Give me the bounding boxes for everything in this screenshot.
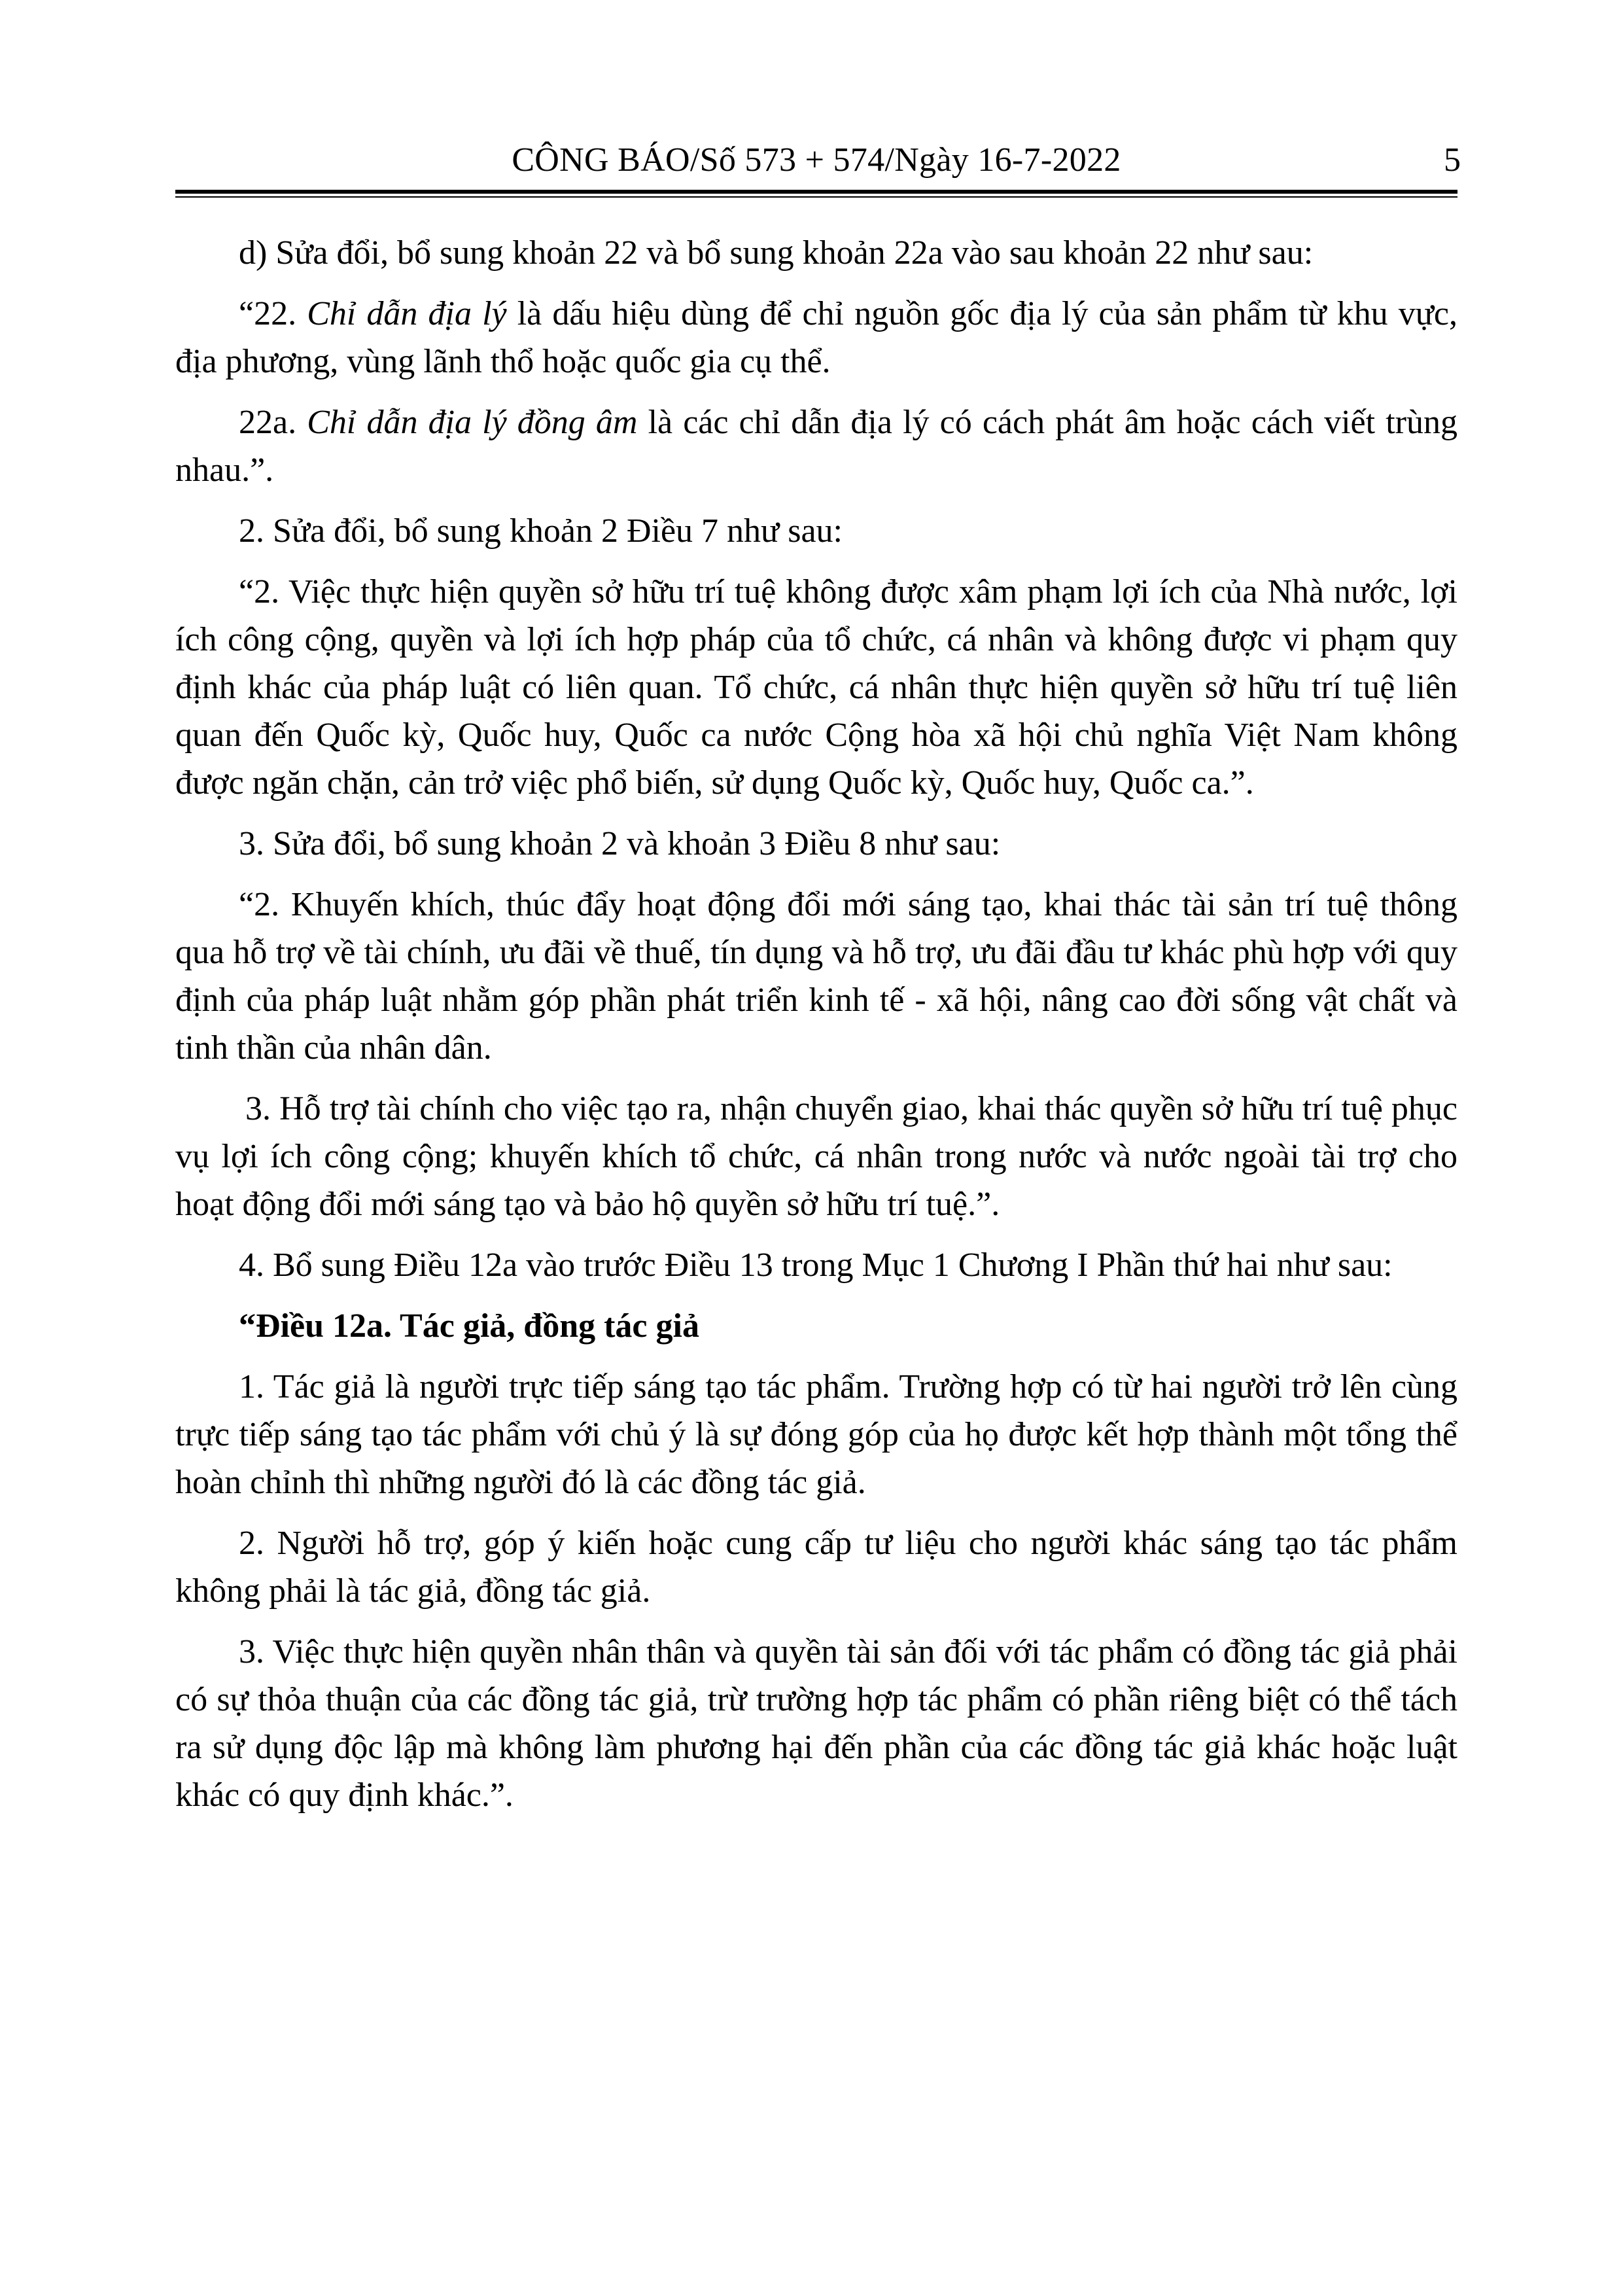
- clause-22-definition: là dấu hiệu dùng để chỉ nguồn gốc địa lý của sản phẩm từ khu vực, địa phương, vùng lãnh thổ hoặc quốc gia cụ thể.: [175, 295, 1457, 380]
- header-rule-thin: [175, 196, 1457, 198]
- page-number: 5: [1444, 141, 1461, 179]
- paragraph-article-8-clause-2: “2. Khuyến khích, thúc đẩy hoạt động đổi mới sáng tạo, khai thác tài sản trí tuệ thông qua hỗ trợ về tài chính, ưu đãi về thuế, tín dụng và hỗ trợ, ưu đãi đầu tư khác phù hợp với quy định của pháp luật nhằm góp phần phát triển kinh tế - xã hội, nâng cao đời sống vật chất và tinh thần của nhân dân.: [175, 886, 1457, 1067]
- paragraph-article-12a-clause-3: 3. Việc thực hiện quyền nhân thân và quyền tài sản đối với tác phẩm có đồng tác giả phải có sự thỏa thuận của các đồng tác giả, trừ trường hợp tác phẩm có phần riêng biệt có thể tách ra sử dụng độc lập mà không làm phương hại đến phần của các đồng tác giả khác hoặc luật khác có quy định khác.”.: [175, 1633, 1457, 1814]
- paragraph-amendment-4: 4. Bổ sung Điều 12a vào trước Điều 13 trong Mục 1 Chương I Phần thứ hai như sau:: [239, 1246, 1393, 1284]
- clause-22-term: Chỉ dẫn địa lý: [307, 295, 507, 332]
- paragraph-amendment-3: 3. Sửa đổi, bổ sung khoản 2 và khoản 3 Điều 8 như sau:: [239, 825, 1001, 862]
- paragraph-article-12a-clause-1: 1. Tác giả là người trực tiếp sáng tạo tác phẩm. Trường hợp có từ hai người trở lên cùng trực tiếp sáng tạo tác phẩm với chủ ý là sự đóng góp của họ được kết hợp thành một tổng thể hoàn chỉnh thì những người đó là các đồng tác giả.: [175, 1368, 1457, 1501]
- header-rule-thick: [175, 190, 1457, 194]
- header-title: CÔNG BÁO/Số 573 + 574/Ngày 16-7-2022: [512, 141, 1121, 179]
- clause-22-prefix: “22.: [239, 295, 307, 332]
- clause-22a-prefix: 22a.: [239, 404, 307, 441]
- paragraph-clause-22a: [175, 398, 1457, 494]
- paragraph-article-7-clause-2: “2. Việc thực hiện quyền sở hữu trí tuệ không được xâm phạm lợi ích của Nhà nước, lợi ích công cộng, quyền và lợi ích hợp pháp của tổ chức, cá nhân và không được vi phạm quy định khác của pháp luật có liên quan. Tổ chức, cá nhân thực hiện quyền sở hữu trí tuệ liên quan đến Quốc kỳ, Quốc huy, Quốc ca nước Cộng hòa xã hội chủ nghĩa Việt Nam không được ngăn chặn, cản trở việc phổ biến, sử dụng Quốc kỳ, Quốc huy, Quốc ca.”.: [175, 573, 1457, 802]
- page-header: [175, 134, 1461, 186]
- clause-22a-term: Chỉ dẫn địa lý đồng âm: [307, 404, 638, 441]
- paragraph-amendment-2: 2. Sửa đổi, bổ sung khoản 2 Điều 7 như sau:: [239, 512, 843, 550]
- paragraph-article-12a-clause-2: 2. Người hỗ trợ, góp ý kiến hoặc cung cấp tư liệu cho người khác sáng tạo tác phẩm không phải là tác giả, đồng tác giả.: [175, 1525, 1457, 1610]
- clause-22a-definition: là các chỉ dẫn địa lý có cách phát âm hoặc cách viết trùng nhau.”.: [175, 404, 1457, 489]
- article-12a-heading: “Điều 12a. Tác giả, đồng tác giả: [239, 1307, 699, 1345]
- paragraph-article-8-clause-3: 3. Hỗ trợ tài chính cho việc tạo ra, nhận chuyển giao, khai thác quyền sở hữu trí tuệ phục vụ lợi ích công cộng; khuyến khích tổ chức, cá nhân trong nước và nước ngoài tài trợ cho hoạt động đổi mới sáng tạo và bảo hộ quyền sở hữu trí tuệ.”.: [175, 1090, 1457, 1223]
- paragraph-clause-22: [175, 290, 1457, 385]
- document-body: [175, 229, 1457, 1832]
- paragraph-amendment-d: d) Sửa đổi, bổ sung khoản 22 và bổ sung khoản 22a vào sau khoản 22 như sau:: [239, 234, 1314, 272]
